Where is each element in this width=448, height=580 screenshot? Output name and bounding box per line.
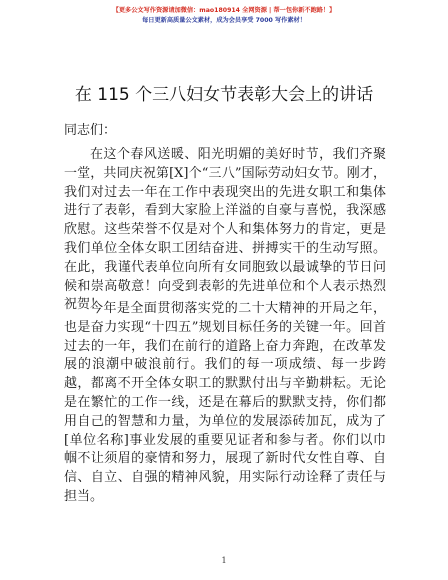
promo-banner-line-2: 每日更新高质量公文素材，成为会员享受 7000 写作素材！ xyxy=(142,17,306,24)
promo-banner-line-1: 【更多公文写作资源请加微信：mao180914 全网资源 | 帮一包你新不跑路！】 xyxy=(112,7,336,14)
paragraph-1: 在这个春风送暖、阳光明媚的美好时节，我们齐聚一堂，共同庆祝第[X]个“三八”国际劳动妇女节。刚才，我们对过去一年在工作中表现突出的先进女职工和集体进行了表彰，看到大家脸上洋溢的自豪与喜悦，我深感欣慰。这些荣誉不仅是对个人和集体努力的肯定，更是我们单位全体女职工团结奋进、拼搏实干的生动写照。在此，我谨代表单位向所有女同胞致以最诚挚的节日问候和崇高敬意！向受到表彰的先进单位和个人表示热烈祝贺！ xyxy=(64,147,386,313)
greeting: 同志们： xyxy=(64,123,117,138)
document-title: 在 115 个三八妇女节表彰大会上的讲话 xyxy=(74,85,374,105)
paragraph-2: 今年是全面贯彻落实党的二十大精神的开局之年，也是奋力实现“十四五”规划目标任务的关键一年。回首过去的一年，我们在前行的道路上奋力奔跑，在改革发展的浪潮中破浪前行。我们的每一项成绩、每一步跨越，都离不开全体女职工的默默付出与辛勤耕耘。无论是在繁忙的工作一线，还是在幕后的默默支持，你们都用自己的智慧和力量，为单位的发展添砖加瓦，成为了[单位名称]事业发展的重要见证者和参与者。你们以巾帼不让须眉的豪情和努力，展现了新时代女性自尊、自信、自立、自强的精神风貌，用实际行动诠释了责任与担当。 xyxy=(64,301,386,504)
page-number: 1 xyxy=(221,556,227,565)
